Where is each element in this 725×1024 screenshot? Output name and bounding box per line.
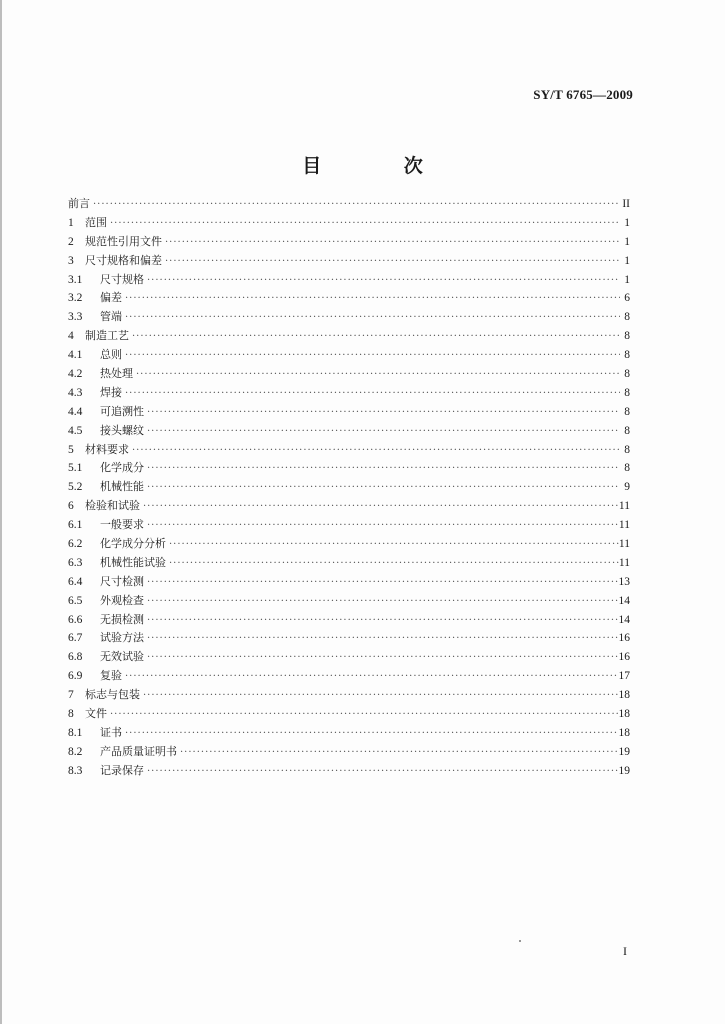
toc-entry-number: 2: [68, 235, 74, 248]
toc-entry-label: 无损检测: [100, 612, 144, 626]
toc-entry[interactable]: [68, 535, 630, 554]
toc-leader-dots: [147, 423, 620, 442]
toc-entry-page: 11: [618, 500, 630, 513]
toc-entry-page: 17: [618, 670, 630, 683]
toc-entry-number: 6.8: [68, 651, 83, 664]
toc-entry-number: 6.1: [68, 519, 83, 532]
toc-entry-page: 19: [618, 745, 630, 758]
toc-entry-label: 范围: [85, 215, 107, 229]
toc-entry[interactable]: [68, 365, 630, 384]
toc-leader-dots: [169, 555, 619, 574]
toc-entry-page: 18: [618, 689, 630, 702]
toc-entry-number: 6.9: [68, 670, 83, 683]
toc-entry-label: 制造工艺: [85, 329, 129, 343]
toc-entry-label: 机械性能: [100, 480, 144, 494]
toc-entry-label: 复验: [100, 669, 122, 683]
toc-entry[interactable]: [68, 441, 630, 460]
toc-leader-dots: [169, 536, 619, 555]
toc-leader-dots: [165, 234, 620, 253]
toc-entry[interactable]: [68, 252, 630, 271]
toc-leader-dots: [125, 290, 620, 309]
toc-entry-label: 偏差: [100, 291, 122, 305]
toc-entry-label: 外观检查: [100, 593, 144, 607]
toc-entry-label: 总则: [100, 348, 122, 362]
toc-entry-label: 标志与包装: [85, 688, 140, 702]
toc-entry[interactable]: [68, 233, 630, 252]
toc-entry-number: 3: [68, 254, 74, 267]
toc-entry-label: 材料要求: [85, 442, 129, 456]
toc-entry-page: 18: [618, 726, 630, 739]
toc-leader-dots: [132, 328, 620, 347]
toc-entry-number: 5.1: [68, 462, 83, 475]
toc-entry-page: 19: [618, 764, 630, 777]
toc-entry[interactable]: [68, 459, 630, 478]
toc-entry-number: 4.3: [68, 386, 83, 399]
toc-entry[interactable]: [68, 308, 630, 327]
toc-entry-number: 8.1: [68, 726, 83, 739]
toc-leader-dots: [132, 442, 620, 461]
toc-entry-label: 前言: [68, 197, 90, 210]
toc-entry-number: 8.3: [68, 764, 83, 777]
toc-entry-number: 3.3: [68, 311, 83, 324]
toc-entry-label: 记录保存: [100, 763, 144, 777]
toc-leader-dots: [147, 593, 619, 612]
toc-entry-label: 机械性能试验: [100, 555, 166, 569]
toc-entry-label: 尺寸规格: [100, 272, 144, 286]
toc-entry-number: 6.5: [68, 594, 83, 607]
toc-entry[interactable]: [68, 743, 630, 762]
toc-leader-dots: [147, 649, 619, 668]
toc-entry-label: 试验方法: [100, 631, 144, 645]
toc-entry-label: 证书: [100, 725, 122, 739]
toc-entry[interactable]: [68, 554, 630, 573]
toc-entry-label: 产品质量证明书: [100, 744, 177, 758]
toc-entry-page: 8: [624, 443, 630, 456]
toc-entry-label: 焊接: [100, 385, 122, 399]
toc-leader-dots: [147, 574, 619, 593]
toc-leader-dots: [143, 498, 619, 517]
toc-leader-dots: [93, 196, 620, 215]
toc-leader-dots: [110, 215, 620, 234]
toc-entry-number: 6.6: [68, 613, 83, 626]
toc-entry[interactable]: [68, 403, 630, 422]
toc-entry-number: 1: [68, 216, 74, 229]
toc-entry[interactable]: [68, 611, 630, 630]
toc-entry[interactable]: [68, 289, 630, 308]
toc-entry-page: 8: [624, 462, 630, 475]
toc-entry-number: 7: [68, 689, 74, 702]
toc-entry[interactable]: [68, 592, 630, 611]
toc-entry-label: 尺寸规格和偏差: [85, 253, 162, 267]
document-code: SY/T 6765—2009: [533, 87, 633, 102]
toc-entry-page: 8: [624, 330, 630, 343]
toc-entry-number: 4.2: [68, 368, 83, 381]
toc-entry-label: 可追溯性: [100, 404, 144, 418]
toc-entry-number: 6.2: [68, 538, 83, 551]
toc-entry-number: 4.1: [68, 349, 83, 362]
toc-entry-number: 6.7: [68, 632, 83, 645]
toc-entry-label: 接头螺纹: [100, 423, 144, 437]
toc-entry-page: 8: [624, 368, 630, 381]
toc-leader-dots: [147, 763, 619, 782]
toc-leader-dots: [147, 404, 620, 423]
toc-entry-page: 11: [618, 519, 630, 532]
toc-entry-number: 6: [68, 500, 74, 513]
toc-entry[interactable]: [68, 705, 630, 724]
toc-entry-number: 4.5: [68, 424, 83, 437]
toc-leader-dots: [136, 366, 620, 385]
toc-entry[interactable]: [68, 516, 630, 535]
toc-entry-page: 16: [618, 651, 630, 664]
toc-entry-page: 1: [624, 273, 630, 286]
toc-leader-dots: [147, 612, 619, 631]
toc-entry-number: 8: [68, 708, 74, 721]
toc-leader-dots: [125, 725, 619, 744]
toc-entry[interactable]: [68, 762, 630, 781]
toc-entry-label: 管端: [100, 310, 122, 324]
toc-entry[interactable]: [68, 422, 630, 441]
toc-entry-page: 1: [624, 216, 630, 229]
toc-entry-label: 规范性引用文件: [85, 234, 162, 248]
toc-entry-page: 8: [624, 405, 630, 418]
toc-entry-page: II: [622, 198, 630, 210]
toc-leader-dots: [147, 479, 620, 498]
toc-entry[interactable]: [68, 195, 630, 214]
toc-entry-page: 1: [624, 254, 630, 267]
toc-entry-page: 13: [618, 575, 630, 588]
toc-entry-page: 11: [618, 538, 630, 551]
toc-entry-page: 9: [624, 481, 630, 494]
toc-entry-number: 4: [68, 330, 74, 343]
toc-entry[interactable]: [68, 686, 630, 705]
toc-leader-dots: [180, 744, 619, 763]
toc-entry-label: 一般要求: [100, 518, 144, 532]
toc-entry-label: 热处理: [100, 367, 133, 381]
toc-entry-number: 5: [68, 443, 74, 456]
toc-entry[interactable]: [68, 346, 630, 365]
toc-leader-dots: [165, 253, 620, 272]
toc-entry-number: 6.3: [68, 556, 83, 569]
toc-leader-dots: [125, 385, 620, 404]
toc-entry-number: 5.2: [68, 481, 83, 494]
toc-entry[interactable]: [68, 478, 630, 497]
toc-entry-page: 18: [618, 708, 630, 721]
toc-entry-page: 11: [618, 556, 630, 569]
toc-entry[interactable]: [68, 648, 630, 667]
toc-entry[interactable]: [68, 271, 630, 290]
toc-entry[interactable]: [68, 497, 630, 516]
toc-entry-number: 6.4: [68, 575, 83, 588]
toc-entry-page: 14: [618, 613, 630, 626]
toc-entry-label: 化学成分分析: [100, 537, 166, 551]
toc-entry-number: 3.1: [68, 273, 83, 286]
toc-entry-label: 尺寸检测: [100, 574, 144, 588]
page-title: 目 次: [302, 155, 461, 177]
toc-leader-dots: [143, 687, 619, 706]
toc-leader-dots: [147, 460, 620, 479]
toc-entry-page: 8: [624, 311, 630, 324]
table-of-contents: [68, 195, 630, 781]
toc-entry-page: 14: [618, 594, 630, 607]
page-number: I: [623, 944, 627, 958]
toc-entry[interactable]: [68, 214, 630, 233]
toc-entry-page: 8: [624, 424, 630, 437]
toc-leader-dots: [147, 630, 619, 649]
toc-entry[interactable]: [68, 384, 630, 403]
toc-entry-number: 3.2: [68, 292, 83, 305]
toc-entry-page: 1: [624, 235, 630, 248]
toc-entry-page: 16: [618, 632, 630, 645]
toc-leader-dots: [125, 309, 620, 328]
toc-entry-label: 文件: [85, 707, 107, 721]
toc-entry-page: 6: [624, 292, 630, 305]
toc-entry-page: 8: [624, 349, 630, 362]
toc-entry-label: 化学成分: [100, 461, 144, 475]
toc-entry-page: 8: [624, 386, 630, 399]
toc-entry[interactable]: [68, 327, 630, 346]
toc-leader-dots: [125, 668, 619, 687]
toc-entry-label: 无效试验: [100, 650, 144, 664]
toc-entry-number: 8.2: [68, 745, 83, 758]
toc-entry[interactable]: [68, 629, 630, 648]
toc-entry[interactable]: [68, 667, 630, 686]
toc-entry[interactable]: [68, 724, 630, 743]
toc-leader-dots: [147, 517, 619, 536]
toc-leader-dots: [147, 272, 620, 291]
toc-entry-label: 检验和试验: [85, 499, 140, 513]
scan-speck: [519, 940, 521, 942]
toc-leader-dots: [125, 347, 620, 366]
toc-leader-dots: [110, 706, 619, 725]
toc-entry-number: 4.4: [68, 405, 83, 418]
toc-entry[interactable]: [68, 573, 630, 592]
